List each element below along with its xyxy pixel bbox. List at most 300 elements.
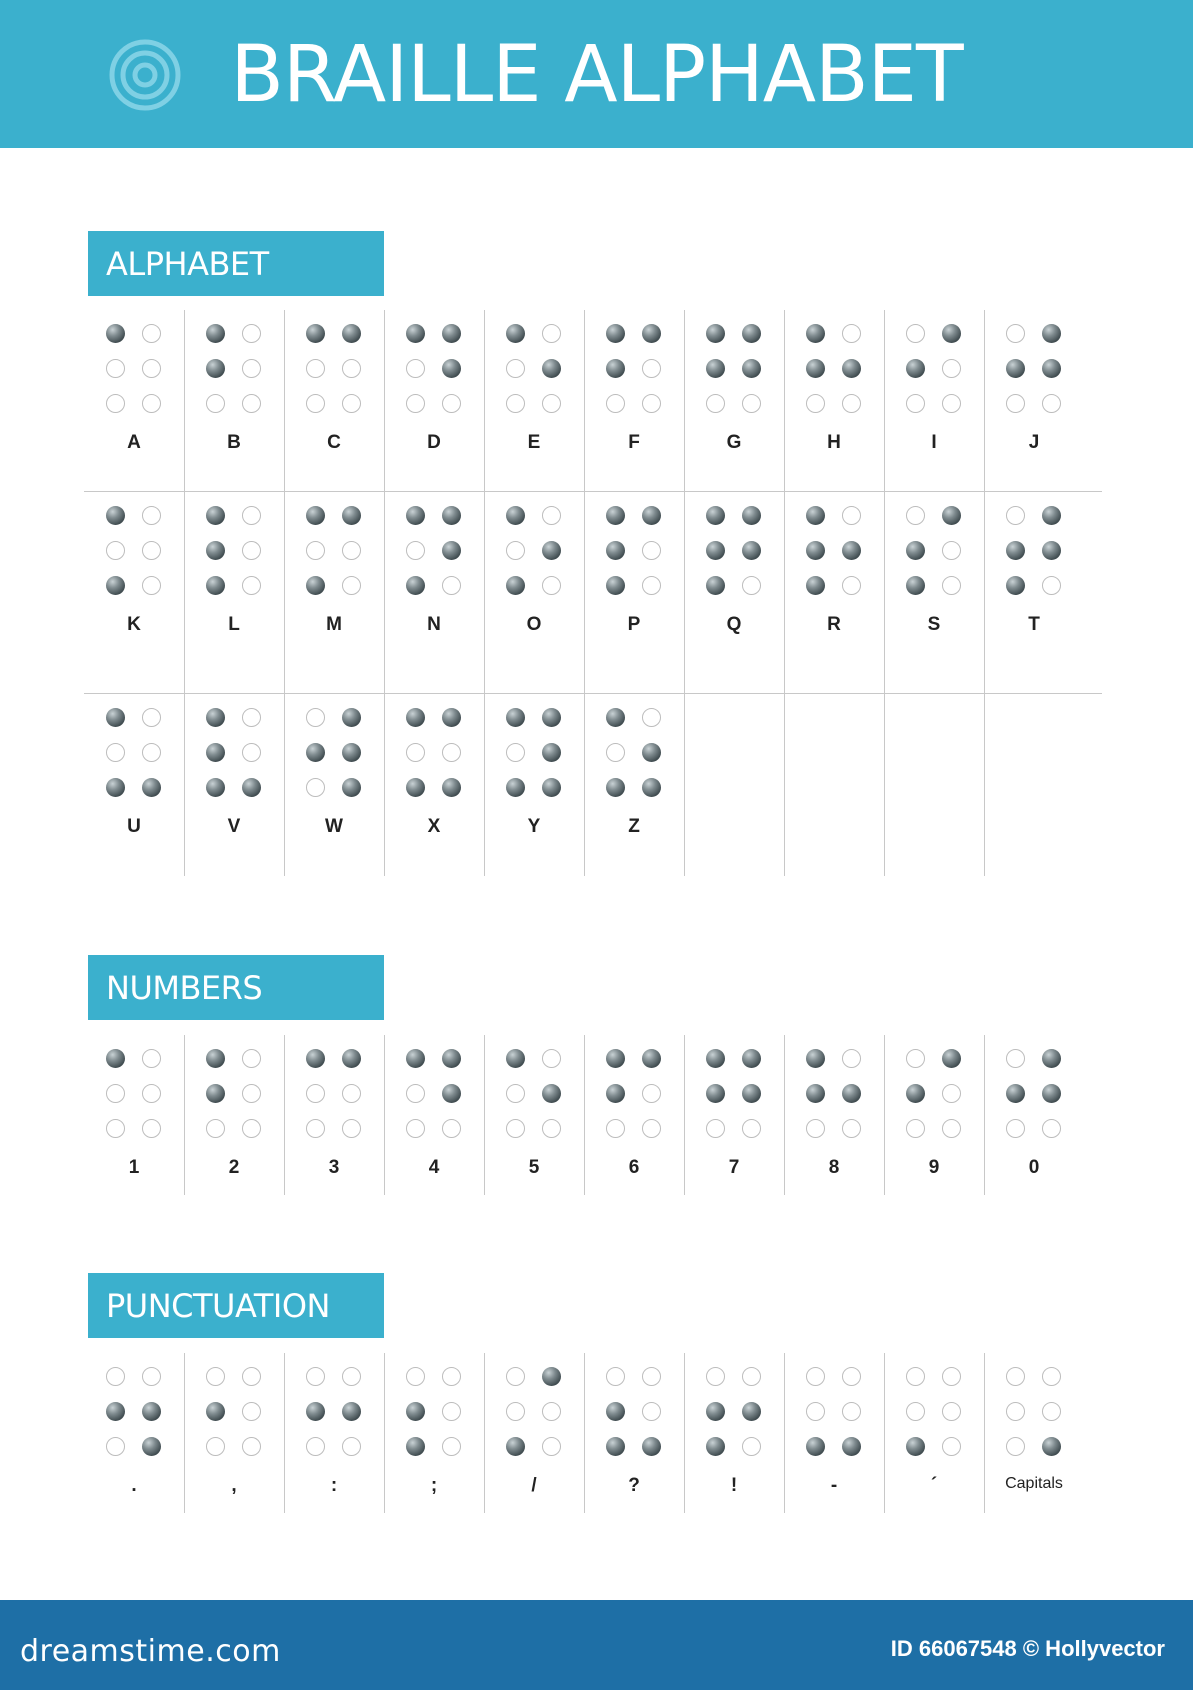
empty-dot: [406, 1084, 425, 1103]
raised-dot: [806, 359, 825, 378]
raised-dot: [706, 1402, 725, 1421]
empty-dot: [306, 394, 325, 413]
raised-dot: [706, 1049, 725, 1068]
empty-dot: [542, 324, 561, 343]
braille-cell-label: Y: [527, 816, 541, 837]
column-divider: [984, 694, 985, 876]
braille-cell: [184, 694, 284, 876]
raised-dot: [542, 541, 561, 560]
empty-dot: [1006, 1437, 1025, 1456]
braille-cell-label: Z: [628, 816, 640, 837]
empty-dot: [806, 1119, 825, 1138]
empty-dot: [542, 576, 561, 595]
raised-dot: [542, 1084, 561, 1103]
braille-cell: [484, 310, 584, 492]
braille-cell: [984, 492, 1084, 694]
braille-cell-label: K: [127, 614, 141, 635]
raised-dot: [642, 506, 661, 525]
empty-dot: [342, 576, 361, 595]
empty-dot: [106, 541, 125, 560]
empty-dot: [342, 1119, 361, 1138]
section-label-alphabet: ALPHABET: [88, 231, 384, 296]
braille-cell: [284, 492, 384, 694]
braille-cell-label: Q: [726, 614, 742, 635]
raised-dot: [342, 324, 361, 343]
empty-dot: [506, 743, 525, 762]
empty-dot: [142, 394, 161, 413]
empty-dot: [942, 1084, 961, 1103]
empty-dot: [306, 1437, 325, 1456]
raised-dot: [606, 359, 625, 378]
empty-dot: [406, 359, 425, 378]
empty-dot: [242, 506, 261, 525]
empty-dot: [942, 359, 961, 378]
empty-dot: [142, 1049, 161, 1068]
raised-dot: [442, 359, 461, 378]
raised-dot: [306, 743, 325, 762]
empty-dot: [106, 1084, 125, 1103]
braille-cell-label: H: [827, 432, 841, 453]
empty-dot: [142, 324, 161, 343]
braille-cell-label: Capitals: [1005, 1475, 1063, 1492]
footer-brand: dreamstime.com: [20, 1634, 281, 1669]
raised-dot: [306, 1049, 325, 1068]
braille-cell-label: 3: [328, 1157, 340, 1178]
empty-dot: [842, 1119, 861, 1138]
braille-cell: [384, 1035, 484, 1195]
raised-dot: [1042, 1084, 1061, 1103]
braille-cell-label: !: [730, 1475, 738, 1496]
braille-cell: [384, 694, 484, 876]
braille-cell-label: F: [628, 432, 640, 453]
empty-dot: [506, 1119, 525, 1138]
empty-dot: [742, 394, 761, 413]
braille-cell-label: P: [627, 614, 641, 635]
empty-dot: [206, 1119, 225, 1138]
raised-dot: [406, 506, 425, 525]
braille-cell-label: 2: [228, 1157, 240, 1178]
empty-dot: [142, 506, 161, 525]
braille-cell: [84, 492, 184, 694]
raised-dot: [706, 506, 725, 525]
braille-cell: [84, 1035, 184, 1195]
braille-cell-label: 5: [528, 1157, 540, 1178]
empty-dot: [842, 394, 861, 413]
raised-dot: [442, 324, 461, 343]
braille-cell-label: R: [827, 614, 841, 635]
raised-dot: [506, 778, 525, 797]
empty-dot: [242, 743, 261, 762]
braille-cell-label: 9: [928, 1157, 940, 1178]
empty-dot: [442, 1367, 461, 1386]
empty-dot: [642, 1367, 661, 1386]
empty-dot: [942, 1402, 961, 1421]
braille-cell-label: 6: [628, 1157, 640, 1178]
empty-dot: [142, 743, 161, 762]
raised-dot: [1042, 324, 1061, 343]
braille-cell: [84, 694, 184, 876]
empty-dot: [742, 1119, 761, 1138]
raised-dot: [606, 778, 625, 797]
empty-dot: [942, 1437, 961, 1456]
raised-dot: [606, 541, 625, 560]
empty-dot: [706, 394, 725, 413]
empty-dot: [542, 394, 561, 413]
braille-cell-label: .: [131, 1475, 137, 1496]
empty-dot: [242, 541, 261, 560]
raised-dot: [806, 1049, 825, 1068]
raised-dot: [906, 576, 925, 595]
braille-cell: [584, 1353, 684, 1513]
raised-dot: [742, 541, 761, 560]
raised-dot: [506, 1437, 525, 1456]
raised-dot: [206, 778, 225, 797]
empty-dot: [642, 541, 661, 560]
empty-dot: [542, 1437, 561, 1456]
braille-cell: [184, 1353, 284, 1513]
empty-dot: [242, 359, 261, 378]
raised-dot: [642, 1437, 661, 1456]
braille-cell: [484, 1353, 584, 1513]
empty-dot: [242, 394, 261, 413]
braille-cell-label: N: [427, 614, 441, 635]
braille-cell: [784, 1035, 884, 1195]
section-label-punctuation: PUNCTUATION: [88, 1273, 384, 1338]
empty-dot: [642, 576, 661, 595]
raised-dot: [806, 324, 825, 343]
braille-cell-label: M: [326, 614, 342, 635]
braille-cell: [484, 694, 584, 876]
empty-dot: [342, 1367, 361, 1386]
raised-dot: [406, 778, 425, 797]
raised-dot: [106, 506, 125, 525]
empty-dot: [842, 324, 861, 343]
empty-dot: [642, 359, 661, 378]
raised-dot: [606, 506, 625, 525]
empty-dot: [1006, 1119, 1025, 1138]
empty-dot: [942, 576, 961, 595]
empty-dot: [606, 1119, 625, 1138]
raised-dot: [606, 1402, 625, 1421]
raised-dot: [1006, 541, 1025, 560]
raised-dot: [406, 1402, 425, 1421]
raised-dot: [542, 778, 561, 797]
footer-image-id: ID 66067548 © Hollyvector: [890, 1636, 1165, 1661]
raised-dot: [106, 576, 125, 595]
raised-dot: [742, 1402, 761, 1421]
braille-cell: [684, 1353, 784, 1513]
raised-dot: [506, 1049, 525, 1068]
empty-dot: [706, 1119, 725, 1138]
raised-dot: [406, 1049, 425, 1068]
empty-dot: [742, 1437, 761, 1456]
raised-dot: [442, 541, 461, 560]
raised-dot: [742, 1084, 761, 1103]
raised-dot: [106, 1049, 125, 1068]
empty-dot: [442, 743, 461, 762]
braille-cell-label: ´: [930, 1475, 938, 1496]
empty-dot: [1006, 1049, 1025, 1068]
braille-cell-label: I: [931, 432, 937, 453]
raised-dot: [106, 708, 125, 727]
raised-dot: [306, 506, 325, 525]
empty-dot: [442, 1437, 461, 1456]
raised-dot: [942, 506, 961, 525]
empty-dot: [1042, 394, 1061, 413]
raised-dot: [906, 359, 925, 378]
empty-dot: [506, 1084, 525, 1103]
raised-dot: [206, 506, 225, 525]
braille-cell-label: B: [227, 432, 241, 453]
raised-dot: [1006, 1084, 1025, 1103]
braille-cell-label: W: [325, 816, 343, 837]
raised-dot: [206, 576, 225, 595]
empty-dot: [342, 541, 361, 560]
empty-dot: [242, 1119, 261, 1138]
empty-dot: [906, 1402, 925, 1421]
raised-dot: [806, 506, 825, 525]
raised-dot: [642, 324, 661, 343]
empty-dot: [106, 1119, 125, 1138]
empty-dot: [506, 1402, 525, 1421]
braille-cell-label: 8: [828, 1157, 840, 1178]
raised-dot: [742, 359, 761, 378]
empty-dot: [406, 541, 425, 560]
raised-dot: [842, 1437, 861, 1456]
empty-dot: [642, 1084, 661, 1103]
raised-dot: [442, 778, 461, 797]
braille-cell: [484, 492, 584, 694]
page-title: BRAILLE ALPHABET: [230, 30, 963, 120]
braille-cell: [984, 1353, 1084, 1513]
empty-dot: [106, 743, 125, 762]
raised-dot: [1042, 506, 1061, 525]
raised-dot: [642, 1049, 661, 1068]
raised-dot: [606, 576, 625, 595]
empty-dot: [206, 394, 225, 413]
empty-dot: [406, 743, 425, 762]
empty-dot: [206, 1437, 225, 1456]
raised-dot: [206, 324, 225, 343]
raised-dot: [1042, 1049, 1061, 1068]
raised-dot: [706, 1084, 725, 1103]
braille-cell: [84, 1353, 184, 1513]
raised-dot: [642, 778, 661, 797]
raised-dot: [806, 541, 825, 560]
braille-cell: [584, 310, 684, 492]
raised-dot: [706, 1437, 725, 1456]
empty-dot: [942, 1367, 961, 1386]
empty-dot: [542, 1049, 561, 1068]
raised-dot: [306, 1402, 325, 1421]
braille-cell: [884, 310, 984, 492]
empty-dot: [542, 1119, 561, 1138]
empty-dot: [306, 359, 325, 378]
raised-dot: [406, 576, 425, 595]
empty-dot: [906, 1119, 925, 1138]
empty-dot: [1042, 1119, 1061, 1138]
braille-cell: [284, 1353, 384, 1513]
empty-dot: [306, 1119, 325, 1138]
raised-dot: [106, 1402, 125, 1421]
empty-dot: [506, 541, 525, 560]
empty-dot: [906, 506, 925, 525]
raised-dot: [342, 1049, 361, 1068]
raised-dot: [1042, 359, 1061, 378]
braille-cell-label: 4: [428, 1157, 440, 1178]
braille-cell: [84, 310, 184, 492]
raised-dot: [542, 1367, 561, 1386]
empty-dot: [806, 1367, 825, 1386]
raised-dot: [106, 324, 125, 343]
empty-dot: [906, 394, 925, 413]
raised-dot: [706, 359, 725, 378]
braille-cell-label: ?: [628, 1475, 640, 1496]
braille-cell: [984, 1035, 1084, 1195]
braille-cell: [884, 1353, 984, 1513]
empty-dot: [142, 1367, 161, 1386]
empty-dot: [242, 1367, 261, 1386]
braille-cell-label: L: [228, 614, 240, 635]
empty-dot: [1006, 1402, 1025, 1421]
empty-dot: [1006, 394, 1025, 413]
raised-dot: [1042, 541, 1061, 560]
braille-cell: [684, 1035, 784, 1195]
braille-cell-label: -: [830, 1475, 838, 1496]
empty-dot: [606, 1367, 625, 1386]
empty-dot: [106, 1367, 125, 1386]
empty-dot: [506, 394, 525, 413]
empty-dot: [142, 359, 161, 378]
braille-cell-label: J: [1028, 432, 1040, 453]
raised-dot: [942, 1049, 961, 1068]
raised-dot: [606, 324, 625, 343]
raised-dot: [206, 359, 225, 378]
raised-dot: [606, 1049, 625, 1068]
raised-dot: [506, 506, 525, 525]
empty-dot: [142, 1119, 161, 1138]
empty-dot: [906, 1367, 925, 1386]
braille-cell: [884, 492, 984, 694]
empty-dot: [406, 1119, 425, 1138]
empty-dot: [306, 708, 325, 727]
raised-dot: [842, 541, 861, 560]
empty-dot: [542, 1402, 561, 1421]
braille-cell: [784, 310, 884, 492]
raised-dot: [906, 541, 925, 560]
empty-dot: [342, 394, 361, 413]
footer-bar: [0, 1600, 1193, 1690]
empty-dot: [106, 1437, 125, 1456]
empty-dot: [742, 1367, 761, 1386]
header-banner: [0, 0, 1193, 148]
braille-cell-label: E: [527, 432, 541, 453]
braille-cell-label: G: [726, 432, 742, 453]
empty-dot: [906, 1049, 925, 1068]
empty-dot: [842, 1367, 861, 1386]
raised-dot: [906, 1437, 925, 1456]
empty-dot: [1042, 576, 1061, 595]
braille-cell: [584, 492, 684, 694]
raised-dot: [506, 708, 525, 727]
braille-cell: [984, 310, 1084, 492]
raised-dot: [742, 1049, 761, 1068]
braille-cell-label: O: [526, 614, 542, 635]
braille-cell-label: 0: [1028, 1157, 1040, 1178]
empty-dot: [542, 506, 561, 525]
empty-dot: [642, 708, 661, 727]
empty-dot: [242, 576, 261, 595]
empty-dot: [842, 1049, 861, 1068]
empty-dot: [642, 1402, 661, 1421]
raised-dot: [342, 506, 361, 525]
empty-dot: [342, 1084, 361, 1103]
braille-cell-label: V: [227, 816, 241, 837]
braille-cell: [384, 310, 484, 492]
raised-dot: [706, 541, 725, 560]
empty-dot: [106, 359, 125, 378]
raised-dot: [842, 1084, 861, 1103]
empty-dot: [242, 708, 261, 727]
raised-dot: [242, 778, 261, 797]
empty-dot: [842, 1402, 861, 1421]
empty-dot: [942, 394, 961, 413]
empty-dot: [1006, 1367, 1025, 1386]
braille-cell: [384, 1353, 484, 1513]
braille-cell-label: T: [1028, 614, 1040, 635]
empty-dot: [306, 778, 325, 797]
empty-dot: [142, 576, 161, 595]
raised-dot: [442, 1049, 461, 1068]
empty-dot: [942, 541, 961, 560]
empty-dot: [406, 1367, 425, 1386]
raised-dot: [342, 743, 361, 762]
braille-cell: [184, 1035, 284, 1195]
raised-dot: [942, 324, 961, 343]
empty-dot: [142, 541, 161, 560]
empty-dot: [1006, 324, 1025, 343]
raised-dot: [642, 743, 661, 762]
empty-dot: [206, 1367, 225, 1386]
raised-dot: [442, 1084, 461, 1103]
empty-dot: [742, 576, 761, 595]
braille-cell: [684, 492, 784, 694]
empty-dot: [142, 708, 161, 727]
raised-dot: [406, 1437, 425, 1456]
braille-cell: [784, 492, 884, 694]
empty-dot: [506, 359, 525, 378]
raised-dot: [706, 324, 725, 343]
empty-dot: [242, 1437, 261, 1456]
empty-dot: [1006, 506, 1025, 525]
braille-cell: [184, 310, 284, 492]
raised-dot: [842, 359, 861, 378]
braille-cell: [484, 1035, 584, 1195]
column-divider: [884, 694, 885, 876]
empty-dot: [442, 576, 461, 595]
empty-dot: [242, 1084, 261, 1103]
raised-dot: [742, 506, 761, 525]
raised-dot: [806, 1084, 825, 1103]
empty-dot: [306, 541, 325, 560]
raised-dot: [206, 541, 225, 560]
braille-cell-label: ;: [430, 1475, 438, 1496]
empty-dot: [1042, 1402, 1061, 1421]
raised-dot: [542, 359, 561, 378]
raised-dot: [142, 1402, 161, 1421]
braille-cell-label: /: [531, 1475, 537, 1496]
empty-dot: [306, 1084, 325, 1103]
